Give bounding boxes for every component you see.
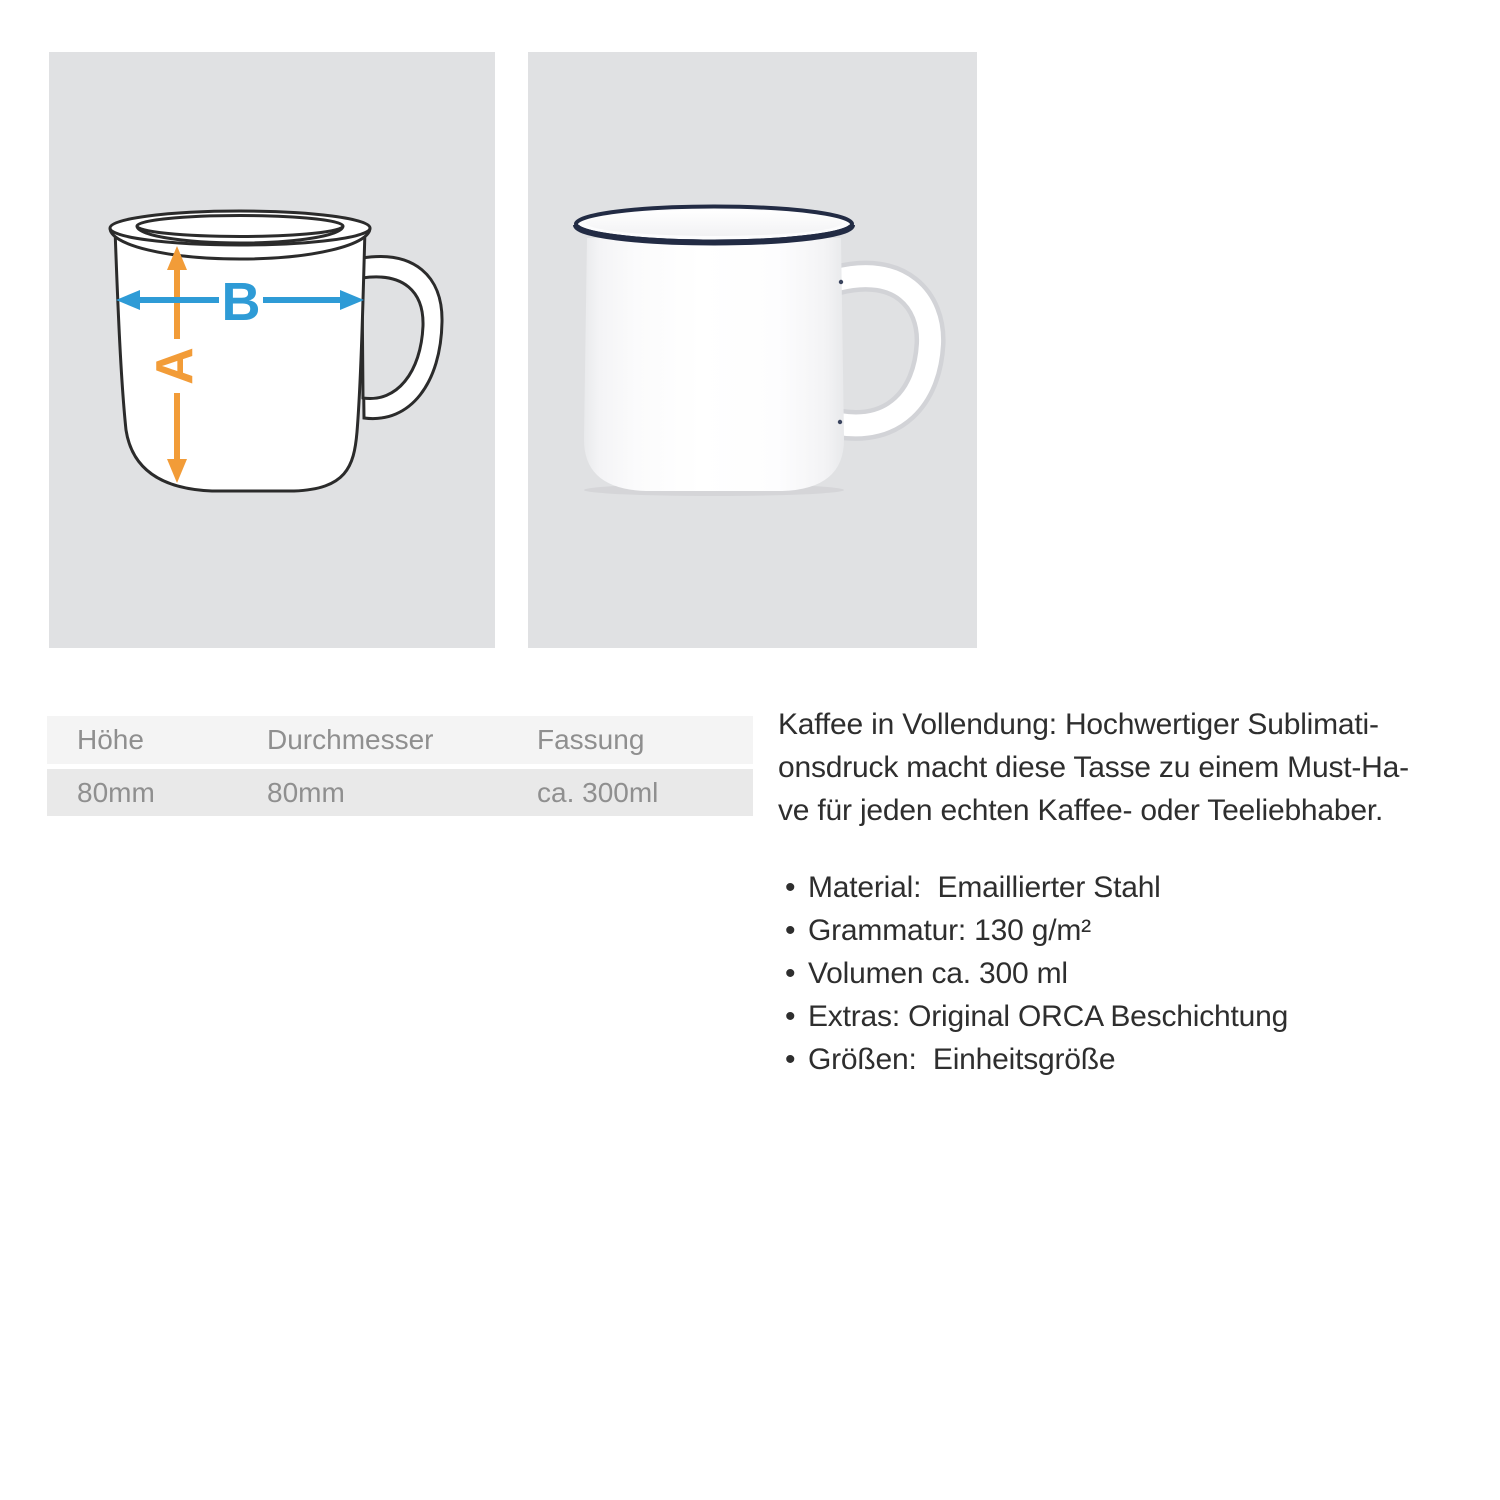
bullet-icon: • xyxy=(785,871,796,904)
handle-rivet-top xyxy=(839,280,843,284)
feature-text: Grammatur: 130 g/m² xyxy=(808,914,1091,947)
description-line: onsdruck macht diese Tasse zu einem Must-Ha- xyxy=(778,751,1409,784)
feature-text: Volumen ca. 300 ml xyxy=(808,957,1068,990)
size-table-header-fassung: Fassung xyxy=(537,724,645,755)
size-value-durchmesser: 80mm xyxy=(267,776,345,808)
feature-text: Material: Emaillierter Stahl xyxy=(808,871,1161,904)
feature-text: Größen: Einheitsgröße xyxy=(808,1043,1116,1076)
size-table-header-hoehe: Höhe xyxy=(77,724,144,755)
feature-item-groessen xyxy=(785,1038,1485,1081)
feature-item-extras xyxy=(785,995,1485,1038)
product-description xyxy=(778,703,1468,832)
handle-rivet-bottom xyxy=(838,420,842,424)
feature-item-grammatur xyxy=(785,909,1485,952)
description-line: Kaffee in Vollendung: Hochwertiger Sublimati- xyxy=(778,708,1379,741)
size-table-value-row xyxy=(47,769,753,816)
bullet-icon: • xyxy=(785,1043,796,1076)
mug-photo xyxy=(528,52,977,648)
mug-handle-outline xyxy=(362,257,442,419)
mug-dimension-diagram xyxy=(49,52,495,648)
dimension-b-label: B xyxy=(221,272,261,332)
size-table-header-row xyxy=(47,716,753,764)
size-table xyxy=(47,716,753,816)
feature-list xyxy=(785,866,1485,1081)
size-table-header-durchmesser: Durchmesser xyxy=(267,724,434,755)
feature-text: Extras: Original ORCA Beschichtung xyxy=(808,1000,1289,1033)
feature-item-material xyxy=(785,866,1485,909)
feature-item-volumen xyxy=(785,952,1485,995)
size-value-fassung: ca. 300ml xyxy=(537,776,659,808)
dimension-a-label: A xyxy=(146,347,204,385)
photo-mug-body xyxy=(584,238,844,491)
description-line: ve für jeden echten Kaffee- oder Teeliebhaber. xyxy=(778,794,1384,827)
photo-mug-handle xyxy=(837,276,930,425)
size-value-hoehe: 80mm xyxy=(77,776,155,808)
photo-mug-rim xyxy=(576,207,852,243)
bullet-icon: • xyxy=(785,957,796,990)
diagram-panel xyxy=(49,52,495,648)
bullet-icon: • xyxy=(785,1000,796,1033)
photo-panel xyxy=(528,52,977,648)
bullet-icon: • xyxy=(785,914,796,947)
